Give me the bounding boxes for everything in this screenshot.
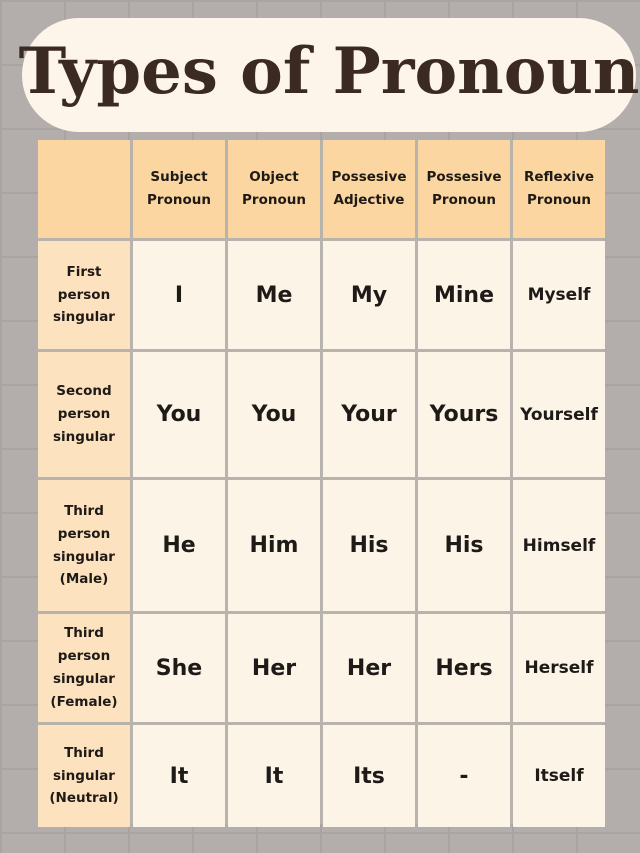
table-cell: Her [228,614,320,722]
table-cell: - [418,725,510,827]
table-cell: Himself [513,480,605,611]
table-cell: Mine [418,241,510,349]
column-header: Subject Pronoun [133,140,225,238]
table-cell: Herself [513,614,605,722]
table-cell: She [133,614,225,722]
table-cell: He [133,480,225,611]
table-cell: His [323,480,415,611]
table-cell: Yours [418,352,510,477]
table-cell: Yourself [513,352,605,477]
column-header: Reflexive Pronoun [513,140,605,238]
column-header: Possesive Adjective [323,140,415,238]
table-cell: My [323,241,415,349]
table-cell: Your [323,352,415,477]
row-header: Third singular (Neutral) [38,725,130,827]
table-cell: It [133,725,225,827]
table-cell: Her [323,614,415,722]
table-cell: It [228,725,320,827]
table-corner [38,140,130,238]
table-cell: You [228,352,320,477]
table-cell: Itself [513,725,605,827]
table-cell: His [418,480,510,611]
row-header: Second person singular [38,352,130,477]
row-header: Third person singular (Male) [38,480,130,611]
table-cell: Its [323,725,415,827]
table-cell: I [133,241,225,349]
row-header: Third person singular (Female) [38,614,130,722]
row-header: First person singular [38,241,130,349]
table-cell: Myself [513,241,605,349]
table-cell: Me [228,241,320,349]
column-header: Possesive Pronoun [418,140,510,238]
title-banner [18,18,640,132]
column-header: Object Pronoun [228,140,320,238]
page-title: Types of Pronoun [18,33,640,109]
table-cell: Him [228,480,320,611]
table-cell: Hers [418,614,510,722]
pronoun-table [38,140,604,824]
table-cell: You [133,352,225,477]
